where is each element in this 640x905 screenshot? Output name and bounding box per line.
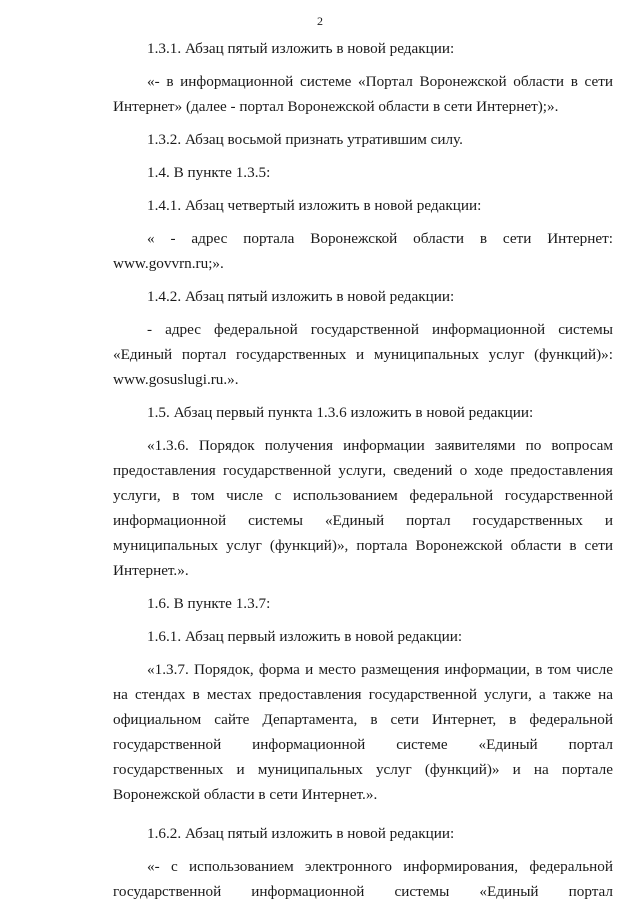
paragraph-quote-1-3-6: «1.3.6. Порядок получения информации заявителями по вопросам предоставления государственной услуги, сведений о ходе предоставления услуги, в том числе с использованием федеральной государственной информационной системы «Единый портал государственных и муниципальных услуг (функций)», портала Воронежской области в сети Интернет.».	[113, 437, 613, 579]
paragraph-1-6-2: 1.6.2. Абзац пятый изложить в новой редакции:	[147, 825, 455, 842]
paragraph-quote-gosuslugi: - адрес федеральной государственной информационной системы «Единый портал государственных и муниципальных услуг (функций)»: www.gosuslugi.ru.».	[113, 321, 613, 388]
paragraph-1-3-2: 1.3.2. Абзац восьмой признать утратившим силу.	[147, 131, 463, 148]
paragraph-1-6: 1.6. В пункте 1.3.7:	[147, 595, 271, 612]
paragraph-1-4-1: 1.4.1. Абзац четвертый изложить в новой редакции:	[147, 197, 482, 214]
paragraph-1-5: 1.5. Абзац первый пункта 1.3.6 изложить в новой редакции:	[147, 404, 534, 421]
paragraph-quote-electronic: «- с использованием электронного информирования, федеральной государственной информационной системы «Единый портал	[113, 858, 613, 900]
document-body	[113, 36, 613, 904]
paragraph-quote-portal: «- в информационной системе «Портал Воронежской области в сети Интернет» (далее - портал Воронежской области в сети Интернет);».	[113, 73, 613, 115]
paragraph-1-4: 1.4. В пункте 1.3.5:	[147, 164, 271, 181]
paragraph-quote-1-3-7: «1.3.7. Порядок, форма и место размещения информации, в том числе на стендах в местах предоставления государственной услуги, а также на официальном сайте Департамента, в сети Интернет, в федеральной государственной информационной системе «Единый портал государственных и муниципальных услуг (функций)» и на портале Воронежской области в сети Интернет.».	[113, 661, 613, 803]
paragraph-1-4-2: 1.4.2. Абзац пятый изложить в новой редакции:	[147, 288, 455, 305]
paragraph-1-3-1: 1.3.1. Абзац пятый изложить в новой редакции:	[147, 40, 455, 57]
paragraph-quote-govvrn: « - адрес портала Воронежской области в сети Интернет: www.govvrn.ru;».	[113, 230, 613, 272]
paragraph-1-6-1: 1.6.1. Абзац первый изложить в новой редакции:	[147, 628, 463, 645]
page-number: 2	[317, 14, 323, 28]
